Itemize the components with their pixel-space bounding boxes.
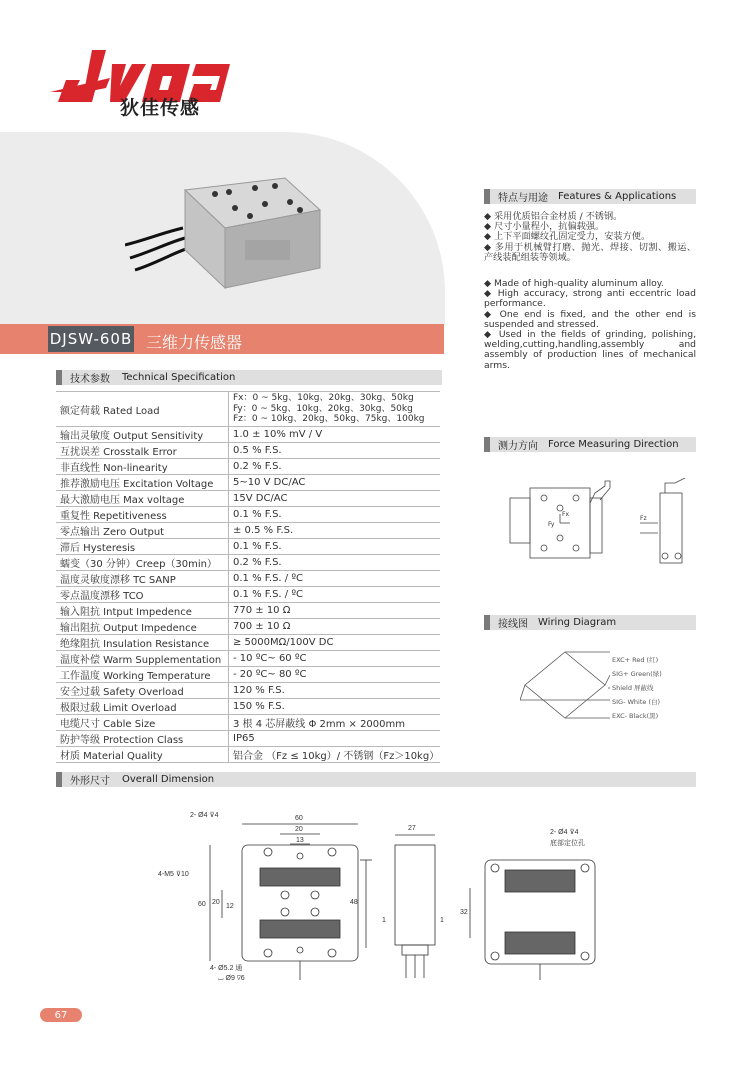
dim-h32: 32: [460, 909, 468, 916]
table-row: [56, 392, 440, 427]
spec-value: 700 ± 10 Ω: [229, 619, 441, 635]
fz-label: Fz: [640, 515, 647, 522]
spec-label: 防护等级 Protection Class: [56, 731, 229, 747]
dim-h60: 60: [198, 901, 206, 908]
table-row: [56, 667, 440, 683]
tech-spec-header: [56, 370, 442, 385]
wire-label: EXC+ Red (红): [612, 656, 659, 664]
spec-table: [56, 391, 440, 763]
spec-label: 绝缘阻抗 Insulation Resistance: [56, 635, 229, 651]
spec-value: 0.2 % F.S.: [229, 459, 441, 475]
spec-value: Fx：0 ~ 5kg、10kg、20kg、30kg、50kg Fy：0 ~ 5kg、10kg、20kg、30kg、50kg Fz：0 ~ 10kg、20kg、50kg、75kg、100kg: [229, 392, 441, 427]
model-name: 三维力传感器: [146, 333, 243, 352]
table-row: [56, 635, 440, 651]
spec-value: 770 ± 10 Ω: [229, 603, 441, 619]
table-row: [56, 619, 440, 635]
feature-en: ◆ One end is fixed, and the other end is suspended and stressed.: [484, 308, 696, 330]
spec-label: 安全过载 Safety Overload: [56, 683, 229, 699]
dimension-drawing: [150, 800, 610, 990]
spec-label: 温度灵敏度漂移 TC SANP: [56, 571, 229, 587]
table-row: [56, 459, 440, 475]
table-row: [56, 683, 440, 699]
features-header: [484, 189, 696, 204]
spec-label: 温度补偿 Warm Supplementation: [56, 651, 229, 667]
fy-label: Fy: [548, 521, 555, 528]
dim-hole-right-1: 2- Ø4 ⊽4: [550, 829, 579, 836]
spec-value: 0.1 % F.S.: [229, 539, 441, 555]
table-row: [56, 747, 440, 763]
wiring-header-en: Wiring Diagram: [538, 617, 617, 628]
table-row: [56, 491, 440, 507]
table-row: [56, 571, 440, 587]
table-row: [56, 699, 440, 715]
spec-value: 0.5 % F.S.: [229, 443, 441, 459]
wire-label: SIG- White (白): [612, 698, 661, 706]
spec-value: - 20 ºC~ 80 ºC: [229, 667, 441, 683]
force-header-en: Force Measuring Direction: [548, 439, 679, 450]
spec-label: 极限过载 Limit Overload: [56, 699, 229, 715]
spec-value: 120 % F.S.: [229, 683, 441, 699]
spec-value: 0.1 % F.S. / ºC: [229, 571, 441, 587]
force-direction-diagram: [500, 478, 700, 578]
dim-w27: 27: [408, 825, 416, 832]
feature-cn: ◆ 采用优质铝合金材质 / 不锈钢。: [484, 211, 623, 222]
table-row: [56, 539, 440, 555]
wiring-header: [484, 615, 696, 630]
dim-hole-right-2: 底部定位孔: [550, 840, 585, 847]
spec-value: 5~10 V DC/AC: [229, 475, 441, 491]
wiring-bridge-diagram: [520, 650, 610, 720]
spec-label: 额定荷载 Rated Load: [56, 392, 229, 427]
spec-value: 0.1 % F.S. / ºC: [229, 587, 441, 603]
spec-label: 推荐激励电压 Excitation Voltage: [56, 475, 229, 491]
spec-label: 输出阻抗 Output Impedence: [56, 619, 229, 635]
dimension-header-en: Overall Dimension: [122, 774, 215, 785]
sensor-photo: [125, 170, 325, 300]
wire-label: EXC- Black(黑): [612, 712, 659, 720]
table-row: [56, 507, 440, 523]
force-header-cn: 测力方向: [498, 441, 538, 452]
table-row: [56, 603, 440, 619]
spec-value: 0.1 % F.S.: [229, 507, 441, 523]
spec-label: 滞后 Hysteresis: [56, 539, 229, 555]
table-row: [56, 587, 440, 603]
dim-hole-top: 2- Ø4 ⊽4: [190, 812, 219, 819]
dim-m5: 4-M5 ⊽10: [158, 871, 189, 878]
spec-label: 互扰误差 Crosstalk Error: [56, 443, 229, 459]
dimension-header: [56, 772, 696, 787]
dim-hole-bottom-2: ⌴ Ø9 ⊽6: [218, 975, 245, 982]
spec-value: IP65: [229, 731, 441, 747]
dim-side-1b: 1: [440, 917, 444, 924]
spec-value: 0.2 % F.S.: [229, 555, 441, 571]
spec-value: ≥ 5000MΩ/100V DC: [229, 635, 441, 651]
wire-label: SIG+ Green(绿): [612, 670, 662, 678]
spec-label: 零点温度漂移 TCO: [56, 587, 229, 603]
table-row: [56, 555, 440, 571]
spec-label: 重复性 Repetitiveness: [56, 507, 229, 523]
dim-h12: 12: [226, 903, 234, 910]
dim-h48: 48: [350, 899, 358, 906]
spec-value: 15V DC/AC: [229, 491, 441, 507]
features-header-cn: 特点与用途: [498, 193, 548, 204]
table-row: [56, 523, 440, 539]
feature-en: ◆ High accuracy, strong anti eccentric load performance.: [484, 288, 696, 310]
dimension-header-cn: 外形尺寸: [70, 776, 110, 787]
spec-value: 1.0 ± 10% mV / V: [229, 427, 441, 443]
spec-label: 零点输出 Zero Output: [56, 523, 229, 539]
spec-value: - 10 ºC~ 60 ºC: [229, 651, 441, 667]
table-row: [56, 443, 440, 459]
spec-value: 150 % F.S.: [229, 699, 441, 715]
feature-en: ◆ Used in the fields of grinding, polishing, welding,cutting,handling,assembly and assembly of production lines of mechanical arms.: [484, 329, 696, 371]
force-direction-header: [484, 437, 696, 452]
feature-cn: ◆ 上下平面螺纹孔固定受力，安装方便。: [484, 231, 651, 243]
model-code: DJSW-60B: [48, 326, 134, 352]
dim-w13: 13: [296, 837, 304, 844]
tech-spec-header-en: Technical Specification: [122, 372, 236, 383]
tech-spec-header-cn: 技术参数: [70, 374, 110, 385]
spec-value: 3 根 4 芯屏蔽线 Φ 2mm × 2000mm: [229, 715, 441, 731]
table-row: [56, 427, 440, 443]
spec-value: 铝合金 （Fz ≤ 10kg）/ 不锈钢（Fz＞10kg）: [229, 747, 441, 763]
dim-w20: 20: [295, 826, 303, 833]
fx-label: Fx: [562, 511, 570, 518]
dim-side-1a: 1: [382, 917, 386, 924]
table-row: [56, 475, 440, 491]
feature-cn: ◆ 尺寸小量程小，抗偏载强。: [484, 221, 605, 233]
dim-h20: 20: [212, 899, 220, 906]
wire-label: Shield 屏蔽线: [612, 684, 654, 692]
spec-label: 输入阻抗 Intput Impedence: [56, 603, 229, 619]
spec-label: 工作温度 Working Temperature: [56, 667, 229, 683]
spec-value: ± 0.5 % F.S.: [229, 523, 441, 539]
table-row: [56, 731, 440, 747]
feature-en: ◆ Made of high-quality aluminum alloy.: [484, 278, 664, 290]
spec-label: 蠕变（30 分钟）Creep（30min）: [56, 555, 229, 571]
table-row: [56, 651, 440, 667]
feature-cn: ◆ 多用于机械臂打磨、抛光、焊接、切割、搬运、产线装配组装等领域。: [484, 241, 696, 263]
brand-name: 狄佳传感: [120, 97, 201, 119]
wiring-header-cn: 接线图: [498, 619, 528, 630]
features-header-en: Features & Applications: [558, 191, 677, 202]
dim-w60: 60: [295, 815, 303, 822]
table-row: [56, 715, 440, 731]
page-number: 67: [40, 1008, 82, 1022]
spec-label: 非直线性 Non-linearity: [56, 459, 229, 475]
spec-label: 电缆尺寸 Cable Size: [56, 715, 229, 731]
spec-label: 最大激励电压 Max voltage: [56, 491, 229, 507]
spec-label: 输出灵敏度 Output Sensitivity: [56, 427, 229, 443]
features-text: [484, 212, 696, 371]
spec-label: 材质 Material Quality: [56, 747, 229, 763]
dim-hole-bottom-1: 4- Ø5.2 通: [210, 965, 243, 972]
